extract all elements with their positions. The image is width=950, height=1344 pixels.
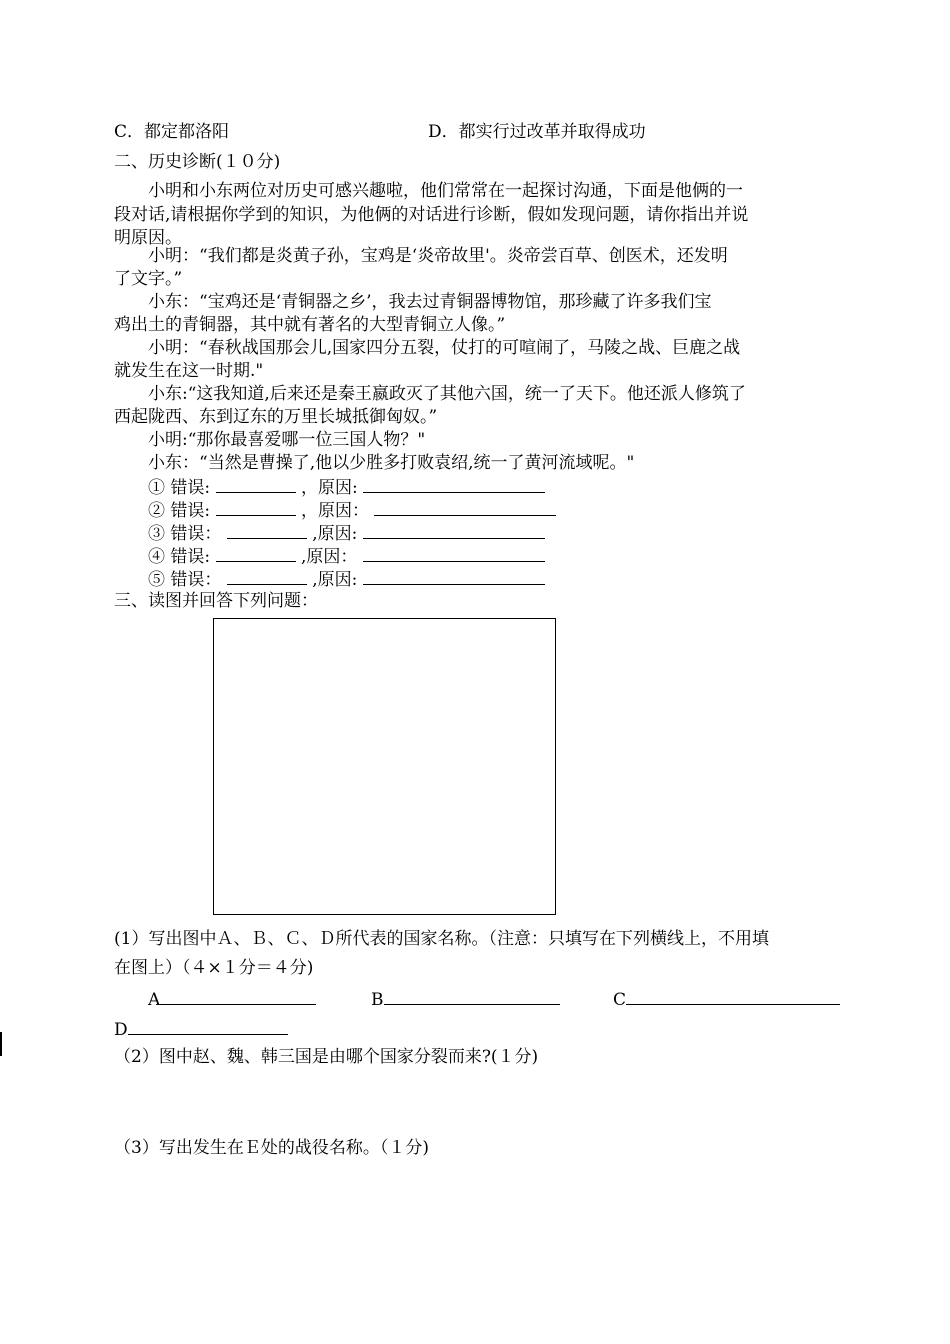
- answer-b: [371, 988, 560, 1010]
- dialogue-3-line-2: 就发生在这一时期.": [114, 361, 264, 381]
- label-c: C: [613, 990, 627, 1010]
- margin-mark: [0, 1032, 2, 1056]
- label-a: A: [148, 990, 161, 1010]
- section3-heading: 三、读图并回答下列问题：: [114, 591, 318, 611]
- section2-heading: 二、历史诊断(１０分): [114, 152, 281, 172]
- error-blank[interactable]: [216, 545, 296, 562]
- error-blank[interactable]: [216, 499, 296, 516]
- answer-row-5: [148, 568, 545, 590]
- answer-d: [114, 1018, 288, 1040]
- error-blank[interactable]: [216, 476, 296, 493]
- label-b: B: [371, 990, 384, 1010]
- dialogue-6: 小东：“当然是曹操了,他以少胜多打败袁绍,统一了黄河流域呢。": [148, 453, 635, 473]
- blank-d[interactable]: [128, 1018, 288, 1035]
- answer-number: ②: [148, 501, 165, 521]
- reason-label: ,原因:: [312, 570, 358, 590]
- reason-blank[interactable]: [363, 568, 545, 585]
- dialogue-1-line-1: 小明：“我们都是炎黄子孙，宝鸡是‘炎帝故里'。炎帝尝百草、创医术，还发明: [148, 246, 728, 266]
- error-label: 错误:: [170, 501, 211, 521]
- reason-label: ，原因：: [300, 501, 369, 521]
- answer-row-4: [148, 545, 545, 567]
- dialogue-5: 小明:“那你最喜爱哪一位三国人物？": [148, 430, 426, 450]
- reason-blank[interactable]: [363, 545, 545, 562]
- reason-blank[interactable]: [374, 499, 556, 516]
- reason-label: ,原因：: [300, 547, 358, 567]
- dialogue-3-line-1: 小明：“春秋战国那会儿,国家四分五裂，仗打的可喧闹了，马陵之战、巨鹿之战: [148, 338, 741, 358]
- intro-line-2: 段对话,请根据你学到的知识，为他俩的对话进行诊断，假如发现问题，请你指出并说: [114, 205, 749, 225]
- intro-line-3: 明原因。: [114, 228, 182, 248]
- blank-a[interactable]: [160, 988, 316, 1005]
- dialogue-1-line-2: 了文字。”: [114, 269, 183, 289]
- option-c: C．都定都洛阳: [114, 122, 230, 142]
- question-3: （3）写出发生在Ｅ处的战役名称。（１分): [114, 1138, 429, 1158]
- error-label: 错误:: [170, 478, 211, 498]
- answer-row-1: [148, 476, 545, 498]
- blank-b[interactable]: [384, 988, 560, 1005]
- reason-blank[interactable]: [363, 476, 545, 493]
- error-label: 错误：: [170, 570, 222, 590]
- error-label: 错误:: [170, 547, 211, 567]
- dialogue-4-line-1: 小东:“这我知道,后来还是秦王嬴政灭了其他六国，统一了天下。他还派人修筑了: [148, 384, 746, 404]
- dialogue-2-line-1: 小东：“宝鸡还是‘青铜器之乡’，我去过青铜器博物馆，那珍藏了许多我们宝: [148, 292, 712, 312]
- error-blank[interactable]: [227, 522, 307, 539]
- label-d: D: [114, 1020, 128, 1040]
- blank-c[interactable]: [626, 988, 840, 1005]
- dialogue-2-line-2: 鸡出土的青铜器，其中就有著名的大型青铜立人像。”: [114, 315, 506, 335]
- error-blank[interactable]: [227, 568, 307, 585]
- answer-a: [148, 988, 316, 1010]
- dialogue-4-line-2: 西起陇西、东到辽东的万里长城抵御匈奴。”: [114, 407, 438, 427]
- answer-number: ④: [148, 547, 165, 567]
- map-placeholder-box: [213, 618, 556, 915]
- option-d: D．都实行过改革并取得成功: [428, 122, 646, 142]
- reason-label: ,原因:: [312, 524, 358, 544]
- answer-row-2: [148, 499, 556, 521]
- intro-line-1: 小明和小东两位对历史可感兴趣啦，他们常常在一起探讨沟通，下面是他俩的一: [148, 181, 743, 201]
- answer-row-3: [148, 522, 545, 544]
- error-label: 错误：: [170, 524, 222, 544]
- answer-c: [613, 988, 840, 1010]
- reason-label: ，原因:: [300, 478, 358, 498]
- answer-number: ⑤: [148, 570, 165, 590]
- reason-blank[interactable]: [363, 522, 545, 539]
- answer-number: ③: [148, 524, 165, 544]
- question-2: （2）图中赵、魏、韩三国是由哪个国家分裂而来?(１分): [114, 1047, 539, 1067]
- answer-number: ①: [148, 478, 165, 498]
- question-1-line-1: (1）写出图中Ａ、Ｂ、Ｃ、Ｄ所代表的国家名称。（注意：只填写在下列横线上，不用填: [114, 929, 769, 949]
- question-1-line-2: 在图上）（４×１分＝４分): [114, 958, 314, 978]
